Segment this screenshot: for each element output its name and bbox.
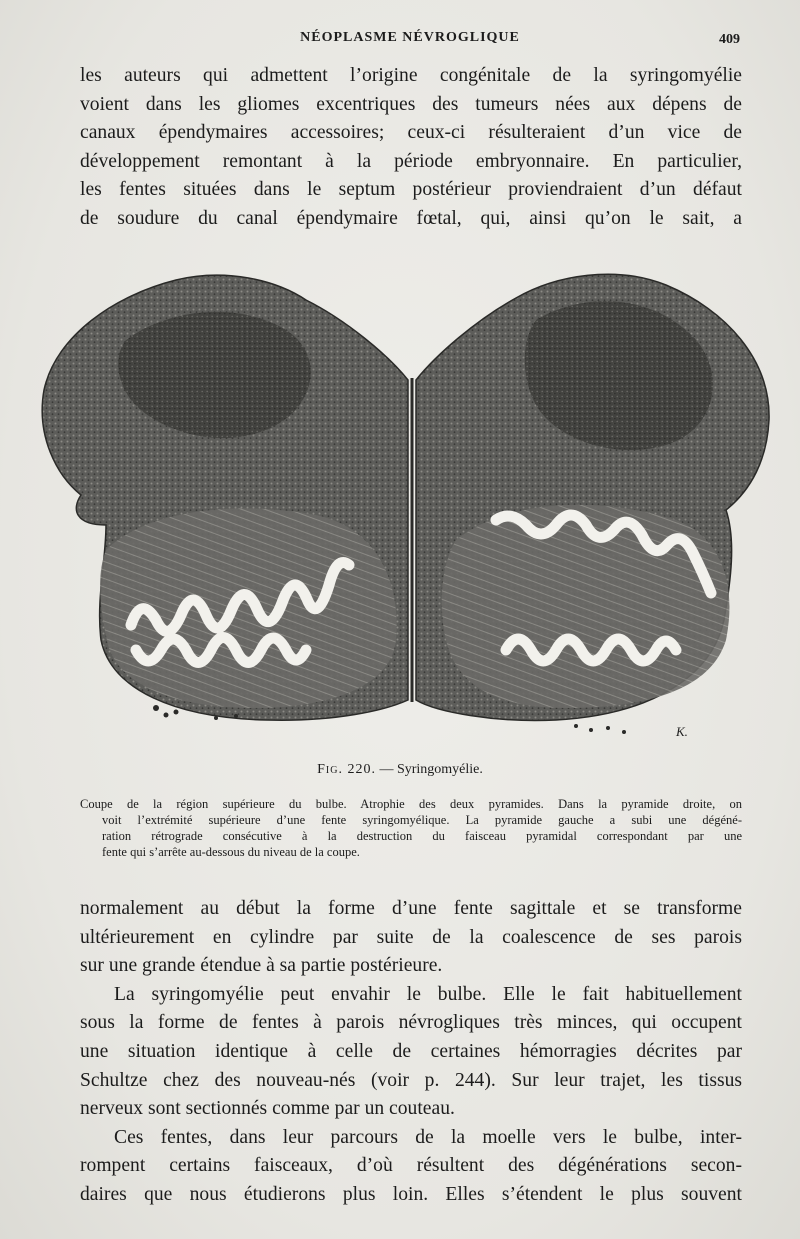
text-line: normalement au début la forme d’une fente sagittale et se transforme	[80, 898, 742, 919]
text-line: développement remontant à la période embryonnaire. En particulier,	[80, 150, 742, 172]
artist-signature: K.	[676, 724, 688, 739]
legend-line: voit l’extrémité supérieure d’une fente syringomyélique. La pyramide gauche a subi une dégéné-	[102, 813, 742, 827]
text-line: une situation identique à celle de certaines hémorragies décrites par	[80, 1040, 742, 1062]
running-title: NÉOPLASME NÉVROGLIQUE	[300, 30, 520, 45]
text-line: nerveux sont sectionnés comme par un couteau.	[80, 1098, 455, 1120]
text-line: sous la forme de fentes à parois névrogliques très minces, qui occupent	[80, 1012, 742, 1034]
text-line: sur une grande étendue à sa partie postérieure.	[80, 955, 443, 977]
bottom-paragraphs	[80, 895, 742, 1210]
top-paragraph	[80, 62, 742, 234]
caption-dash: —	[379, 762, 397, 777]
text-line: les fentes situées dans le septum postérieur proviendraient d’un défaut	[80, 179, 742, 201]
text-line: de soudure du canal épendymaire fœtal, qui, ainsi qu’on le sait, a	[80, 207, 742, 229]
legend-line: Coupe de la région supérieure du bulbe. Atrophie des deux pyramides. Dans la pyramide droite, on	[80, 797, 742, 811]
figure-caption	[0, 762, 800, 778]
figure-title: Syringomyélie.	[396, 762, 483, 777]
dot-cluster-right	[574, 724, 626, 734]
text-line: Ces fentes, dans leur parcours de la moelle vers le bulbe, inter-	[114, 1126, 742, 1148]
right-lower-lobe	[442, 505, 730, 708]
running-head	[80, 30, 740, 52]
text-line: les auteurs qui admettent l’origine congénitale de la syringomyélie	[80, 65, 742, 86]
legend-line: ration rétrograde consécutive à la destruction du faisceau pyramidal correspondant par une	[102, 829, 742, 843]
text-line: voient dans les gliomes excentriques des tumeurs nées aux dépens de	[80, 93, 742, 115]
text-line: daires que nous étudierons plus loin. Elles s’étendent le plus souvent	[80, 1183, 742, 1205]
figure-label: Fig. 220.	[317, 762, 376, 777]
legend-line: fente qui s’arrête au-dessous du niveau de la coupe.	[102, 845, 360, 859]
text-line: ultérieurement en cylindre par suite de la coalescence de ses parois	[80, 926, 742, 948]
figure-legend	[80, 796, 742, 860]
text-line: La syringomyélie peut envahir le bulbe. Elle le fait habituellement	[114, 983, 742, 1005]
page-number: 409	[719, 32, 740, 47]
text-line: canaux épendymaires accessoires; ceux-ci résulteraient d’un vice de	[80, 122, 742, 144]
text-line: rompent certains faisceaux, d’où résultent des dégénérations secon-	[80, 1155, 742, 1177]
text-line: Schultze chez des nouveau-nés (voir p. 244). Sur leur trajet, les tissus	[80, 1069, 742, 1091]
medulla-section-illustration	[36, 260, 776, 750]
figure-medulla-section	[36, 260, 776, 750]
